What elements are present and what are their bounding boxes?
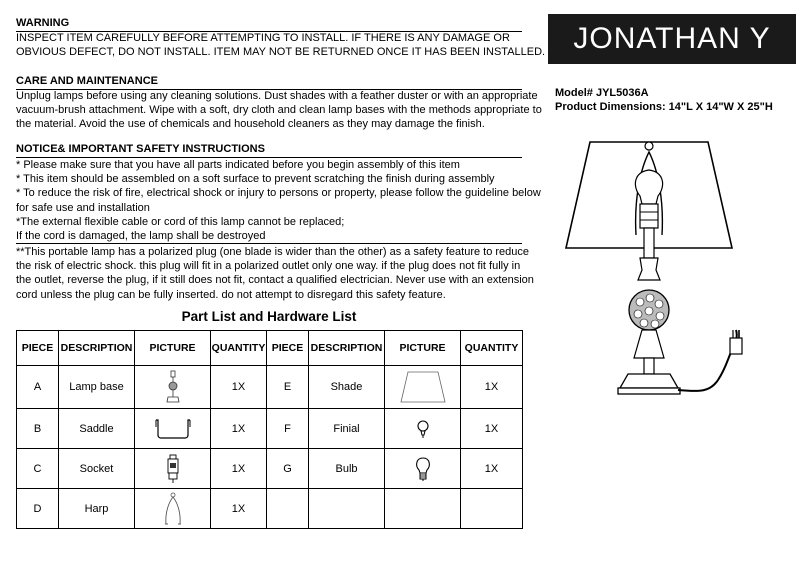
harp-icon	[162, 492, 184, 526]
table-row	[17, 489, 523, 529]
model-number: Model# JYL5036A	[555, 87, 649, 99]
table-lamp-drawing	[560, 130, 790, 405]
header-quantity: QUANTITY	[461, 331, 523, 366]
picture-cell	[385, 366, 461, 409]
divider	[16, 243, 522, 244]
care-heading: CARE AND MAINTENANCE	[16, 75, 522, 90]
parts-table-title: Part List and Hardware List	[181, 309, 357, 324]
description-cell: Shade	[309, 366, 385, 409]
table-row	[17, 449, 523, 489]
quantity-cell: 1X	[211, 449, 267, 489]
quantity-cell: 1X	[211, 489, 267, 529]
lamp-base-icon	[165, 370, 181, 404]
picture-cell	[135, 449, 211, 489]
safety-line: *The external flexible cable or cord of this lamp cannot be replaced;	[16, 215, 345, 228]
picture-cell	[135, 489, 211, 529]
piece-cell: D	[17, 489, 59, 529]
plug-line: **This portable lamp has a polarized plug (one blade is wider than the other) as a safety feature to reduce	[16, 246, 530, 258]
parts-table	[16, 330, 523, 529]
care-text	[16, 89, 542, 132]
safety-line: * This item should be assembled on a soft surface to prevent scratching the finish during assembly	[16, 173, 495, 186]
brand-logo: JONATHAN Y	[548, 14, 796, 64]
warning-line: INSPECT ITEM CAREFULLY BEFORE ATTEMPTING TO INSTALL. IF THERE IS ANY DAMAGE OR	[16, 32, 510, 44]
header-picture: PICTURE	[135, 331, 211, 366]
quantity-cell: 1X	[461, 366, 523, 409]
header-quantity: QUANTITY	[211, 331, 267, 366]
piece-cell: G	[267, 449, 309, 489]
picture-cell	[135, 409, 211, 449]
safety-heading: NOTICE& IMPORTANT SAFETY INSTRUCTIONS	[16, 143, 522, 158]
piece-cell	[267, 489, 309, 529]
socket-icon	[166, 454, 180, 484]
warning-heading: WARNING	[16, 17, 522, 32]
piece-cell: E	[267, 366, 309, 409]
table-header-row	[17, 331, 523, 366]
header-picture: PICTURE	[385, 331, 461, 366]
description-cell: Socket	[59, 449, 135, 489]
table-row	[17, 409, 523, 449]
piece-cell: A	[17, 366, 59, 409]
plug-line: the outlet, reverse the plug, if it still does not fit, contact a qualified electrician. Never use with an extension	[16, 274, 534, 287]
description-cell: Finial	[309, 409, 385, 449]
description-cell: Saddle	[59, 409, 135, 449]
description-cell: Harp	[59, 489, 135, 529]
product-dimensions: Product Dimensions: 14"L X 14"W X 25"H	[555, 101, 773, 113]
plug-line: the risk of electric shock. this plug will fit in a polarized outlet only one way. if the plug does not fit fully in	[16, 260, 521, 273]
quantity-cell: 1X	[211, 409, 267, 449]
piece-cell: F	[267, 409, 309, 449]
piece-cell: B	[17, 409, 59, 449]
care-line: the material. Avoid the use of chemicals and household cleaners as they may damage the finish.	[16, 118, 485, 131]
safety-line: * Please make sure that you have all parts indicated before you begin assembly of this item	[16, 159, 460, 171]
header-piece: PIECE	[17, 331, 59, 366]
model-info	[555, 86, 773, 114]
picture-cell	[385, 449, 461, 489]
picture-cell	[385, 409, 461, 449]
warning-line: OBVIOUS DEFECT, DO NOT INSTALL. ITEM MAY NOT BE RETURNED ONCE IT HAS BEEN INSTALLED.	[16, 46, 546, 59]
safety-line: * To reduce the risk of fire, electrical shock or injury to persons or property, please follow the guideline below	[16, 187, 541, 200]
quantity-cell: 1X	[211, 366, 267, 409]
bulb-icon	[415, 456, 431, 482]
header-description: DESCRIPTION	[309, 331, 385, 366]
plug-text	[16, 245, 534, 302]
picture-cell	[135, 366, 211, 409]
quantity-cell: 1X	[461, 449, 523, 489]
table-row	[17, 366, 523, 409]
safety-line: for safe use and installation	[16, 201, 150, 214]
quantity-cell: 1X	[461, 409, 523, 449]
description-cell: Bulb	[309, 449, 385, 489]
quantity-cell	[461, 489, 523, 529]
description-cell	[309, 489, 385, 529]
description-cell: Lamp base	[59, 366, 135, 409]
header-piece: PIECE	[267, 331, 309, 366]
saddle-icon	[153, 417, 193, 441]
care-line: vacuum-brush attachment. Wipe with a soft, dry cloth and clean lamp bases with the methods appropriate to	[16, 104, 542, 117]
shade-icon	[399, 370, 447, 404]
safety-line: If the cord is damaged, the lamp shall be destroyed	[16, 230, 266, 243]
header-description: DESCRIPTION	[59, 331, 135, 366]
picture-cell	[385, 489, 461, 529]
safety-text	[16, 158, 541, 243]
finial-icon	[416, 419, 430, 439]
warning-text	[16, 31, 546, 59]
piece-cell: C	[17, 449, 59, 489]
plug-line: cord unless the plug can be fully inserted. do not attempt to disregard this safety feature.	[16, 288, 446, 301]
care-line: Unplug lamps before using any cleaning solutions. Dust shades with a feather duster or with an appropriate	[16, 90, 538, 102]
